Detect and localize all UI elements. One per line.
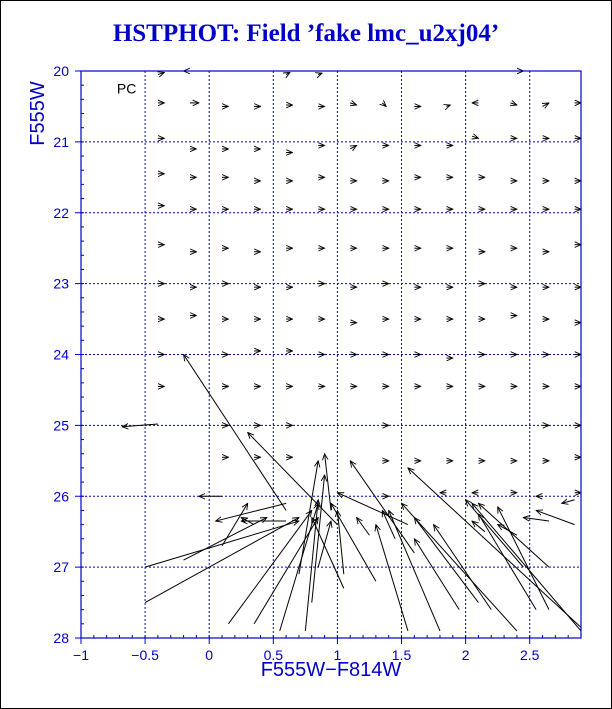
offset-arrow: [478, 503, 549, 567]
offset-arrow: [357, 518, 370, 536]
y-tick-label: 27: [53, 559, 69, 576]
offset-arrow: [350, 103, 356, 105]
offset-arrow: [254, 518, 318, 624]
offset-arrow: [299, 461, 318, 574]
x-tick-label: 2.5: [519, 647, 540, 663]
offset-arrow: [408, 468, 581, 627]
offset-arrow: [510, 103, 516, 105]
y-tick-label: 20: [53, 63, 69, 79]
x-tick-label: 1: [333, 647, 342, 663]
offset-arrow: [216, 503, 287, 521]
offset-arrow: [318, 521, 331, 567]
offset-arrow: [472, 521, 485, 532]
offset-arrow: [382, 103, 386, 107]
y-tick-label: 28: [53, 630, 69, 646]
offset-arrow: [158, 72, 164, 74]
grid-layer: [81, 71, 581, 638]
x-tick-label: 0.5: [263, 647, 284, 663]
vector-layer: [122, 71, 581, 631]
offset-arrow: [472, 136, 478, 138]
y-tick-label: 23: [53, 275, 69, 292]
x-tick-label: −0.5: [131, 647, 159, 663]
x-tick-label: 0: [205, 647, 214, 663]
y-tick-label: 22: [53, 204, 69, 221]
offset-arrow: [312, 475, 325, 603]
offset-arrow: [389, 510, 440, 630]
x-tick-label: 2: [461, 647, 470, 663]
offset-arrow: [543, 103, 549, 107]
offset-arrow: [562, 500, 575, 504]
y-tick-label: 26: [53, 488, 69, 505]
chart-title: HSTPHOT: Field ’fake lmc_u2xj04’: [112, 20, 500, 47]
offset-arrow: [318, 73, 322, 74]
offset-arrow: [446, 105, 450, 106]
offset-arrow: [478, 514, 536, 610]
y-tick-label: 21: [53, 133, 69, 150]
offset-arrow: [382, 510, 395, 538]
offset-arrow: [184, 518, 267, 561]
offset-arrow: [337, 493, 408, 525]
x-axis-label: F555W−F814W: [260, 659, 402, 681]
x-tick-label: 1.5: [391, 647, 412, 663]
offset-arrow: [376, 525, 408, 631]
offset-arrow: [325, 454, 331, 511]
offset-arrow: [222, 503, 248, 546]
axis-layer: [53, 63, 581, 663]
offset-arrow: [122, 424, 158, 427]
offset-arrow: [286, 72, 290, 74]
offset-arrow: [414, 539, 459, 610]
panel-label: PC: [116, 80, 137, 97]
y-axis-label: F555W: [27, 81, 49, 146]
offset-arrow: [305, 500, 318, 631]
offset-arrow: [184, 355, 287, 511]
offset-arrow: [350, 145, 356, 149]
y-tick-label: 25: [53, 417, 69, 434]
y-tick-label: 24: [53, 346, 69, 363]
offset-arrow: [536, 510, 574, 524]
offset-arrow: [523, 518, 549, 522]
x-tick-label: −1: [73, 647, 89, 663]
